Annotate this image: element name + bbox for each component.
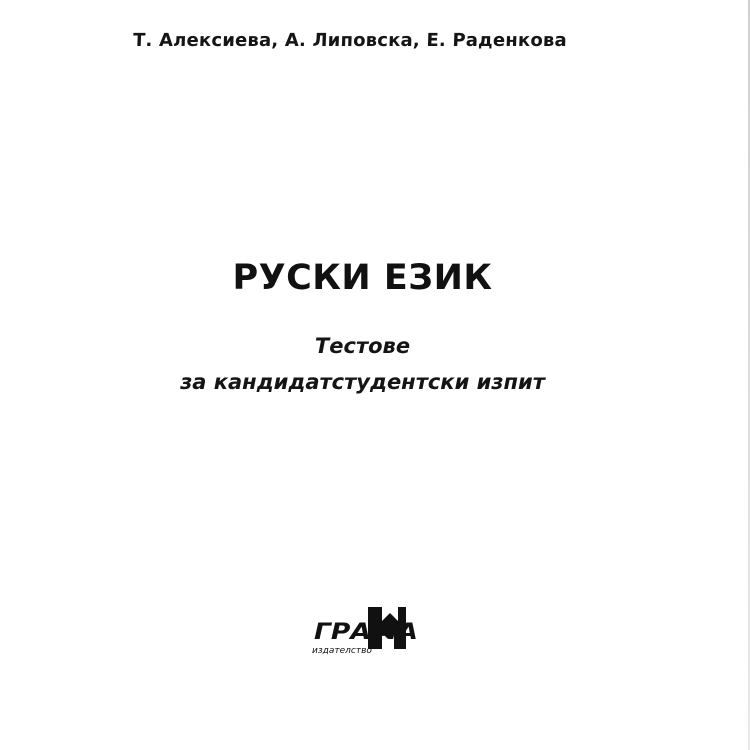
authors-line: Т. Алексиева, А. Липовска, Е. Раденкова [132, 30, 568, 51]
logo-wordmark: ГРАМА [314, 620, 418, 645]
subtitle-exam: за кандидатстудентски изпит [180, 370, 545, 394]
book-title: РУСКИ ЕЗИК [232, 258, 493, 298]
subtitle-tests: Тестове [314, 334, 411, 358]
logo-tagline: издателство [312, 646, 372, 656]
publisher-logo [310, 603, 425, 663]
